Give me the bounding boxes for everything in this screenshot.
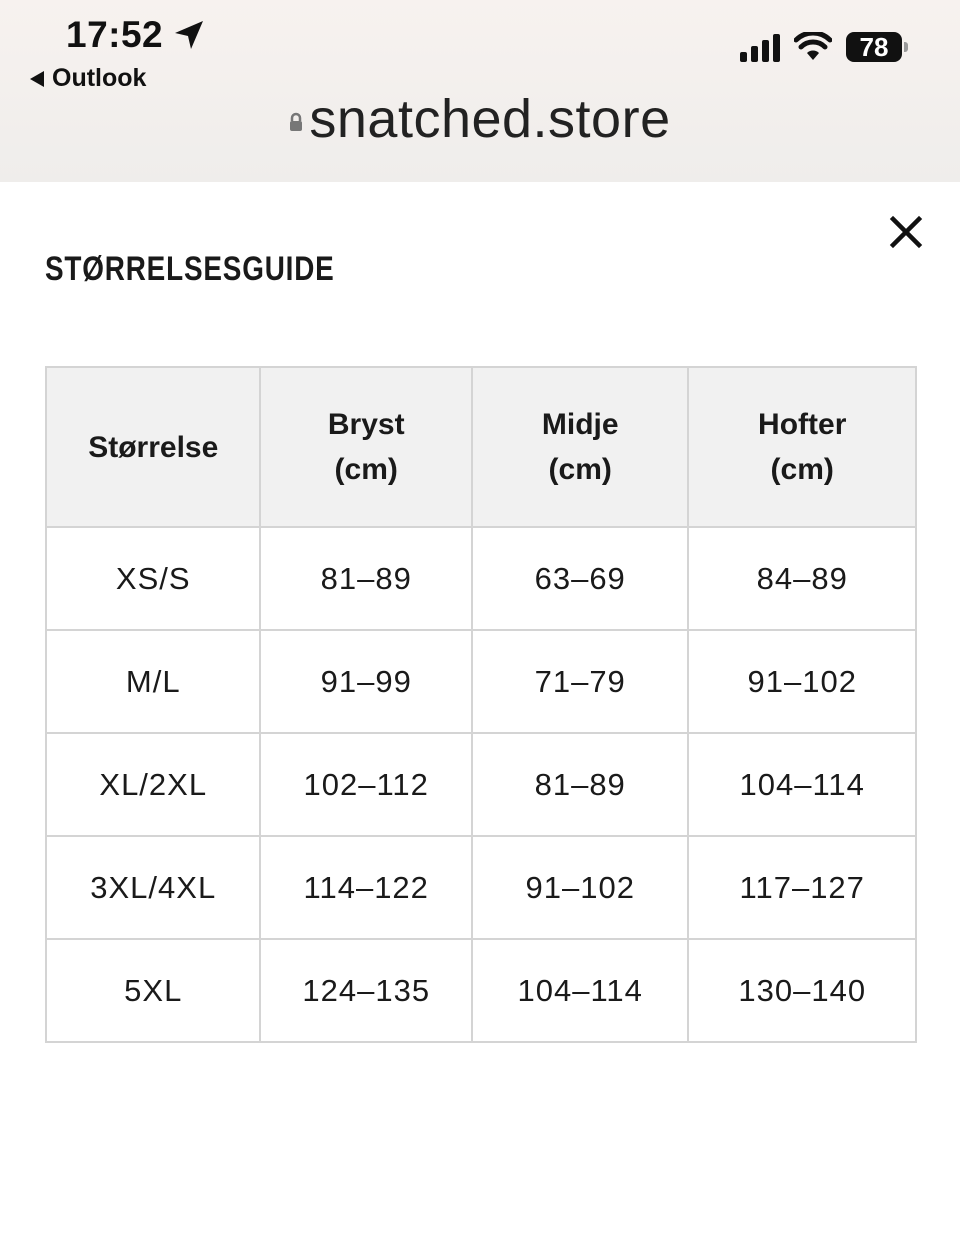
browser-top-area [0,0,960,182]
table-row [46,630,916,733]
cell-chest: 114–122 [260,836,471,939]
header-chest-label: Bryst [327,408,405,441]
back-app-label: Outlook [52,64,147,92]
status-indicators [740,32,902,62]
cell-hips: 84–89 [688,527,916,630]
header-waist-label: Midje [541,408,619,441]
status-time: 17:52 [66,14,164,55]
table-row [46,939,916,1042]
header-hips [688,367,916,527]
wifi-icon [794,32,832,62]
header-waist [472,367,688,527]
signal-icon [740,32,780,62]
cell-waist: 71–79 [472,630,688,733]
cell-size: XS/S [46,527,260,630]
cell-hips: 117–127 [688,836,916,939]
url-bar[interactable] [0,88,960,150]
header-chest-unit: (cm) [334,453,398,486]
table-header-row [46,367,916,527]
cell-chest: 81–89 [260,527,471,630]
cell-hips: 104–114 [688,733,916,836]
cell-chest: 102–112 [260,733,471,836]
battery-level: 78 [859,31,889,62]
cell-waist: 63–69 [472,527,688,630]
close-button[interactable] [886,212,926,252]
size-guide-table [45,366,917,1043]
header-chest [260,367,471,527]
header-waist-unit: (cm) [548,453,612,486]
back-arrow-icon [30,71,44,87]
cell-waist: 91–102 [472,836,688,939]
cell-chest: 124–135 [260,939,471,1042]
cell-hips: 91–102 [688,630,916,733]
cell-size: XL/2XL [46,733,260,836]
location-arrow-icon [173,19,205,51]
table-row [46,527,916,630]
size-guide-title: STØRRELSESGUIDE [45,250,335,288]
cell-waist: 104–114 [472,939,688,1042]
status-time-group [66,14,205,56]
table-row [46,733,916,836]
table-row [46,836,916,939]
cell-chest: 91–99 [260,630,471,733]
header-hips-unit: (cm) [770,453,834,486]
cell-size: M/L [46,630,260,733]
close-icon [886,212,926,252]
cell-hips: 130–140 [688,939,916,1042]
header-hips-label: Hofter [758,408,847,441]
header-size-label: Størrelse [88,430,219,464]
header-size [46,367,260,527]
cell-waist: 81–89 [472,733,688,836]
battery-icon [846,32,902,62]
lock-icon [289,112,303,132]
cell-size: 3XL/4XL [46,836,260,939]
cell-size: 5XL [46,939,260,1042]
url-text: snatched.store [309,89,671,149]
